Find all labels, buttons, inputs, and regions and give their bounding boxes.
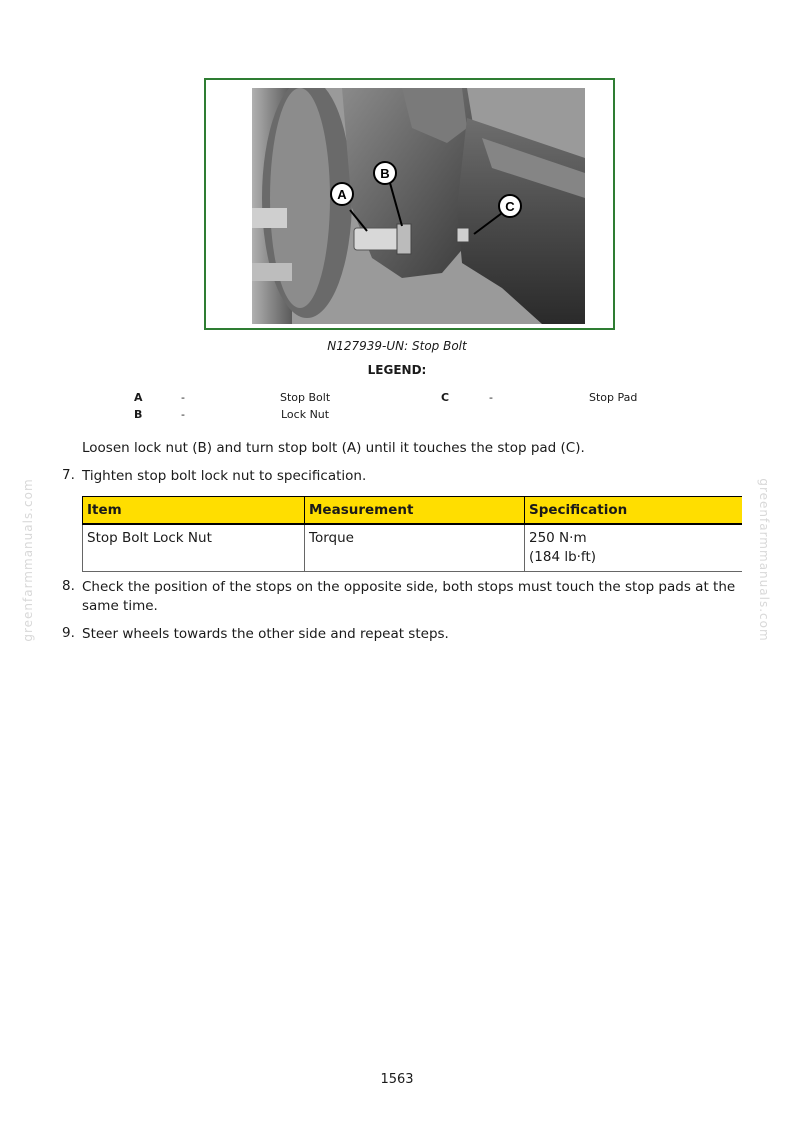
spec-table [82, 496, 742, 572]
spec-table-header [83, 497, 743, 525]
figure-caption: N127939-UN: Stop Bolt [327, 339, 467, 353]
legend-key-b: B [134, 408, 143, 421]
watermark-right: greenfarmmanuals.com [757, 478, 771, 642]
step-9-number: 9. [62, 625, 75, 641]
cell-measurement: Torque [305, 524, 525, 572]
svg-text:A: A [337, 187, 347, 202]
stop-bolt-photo [252, 88, 585, 324]
intro-paragraph: Loosen lock nut (B) and turn stop bolt (A) until it touches the stop pad (C). [82, 440, 585, 456]
header-measurement: Measurement [305, 497, 525, 525]
watermark-left: greenfarmmanuals.com [21, 478, 35, 642]
legend-label-a: Stop Bolt [280, 391, 331, 404]
step-7-number: 7. [62, 467, 75, 483]
cell-item: Stop Bolt Lock Nut [83, 524, 305, 572]
figure-frame [204, 78, 615, 330]
spec-imperial: (184 lb·ft) [529, 549, 597, 565]
step-9-text: Steer wheels towards the other side and repeat steps. [82, 626, 449, 642]
header-item: Item [83, 497, 305, 525]
cell-specification [525, 524, 743, 572]
legend-key-c: C [441, 391, 450, 404]
legend-dash-c: - [489, 391, 493, 404]
legend-label-c: Stop Pad [589, 391, 638, 404]
spec-metric: 250 N·m [529, 530, 587, 546]
page-number: 1563 [380, 1072, 414, 1087]
header-specification: Specification [525, 497, 743, 525]
svg-text:C: C [505, 199, 515, 214]
svg-text:B: B [380, 166, 390, 181]
table-row [83, 524, 743, 572]
step-8-text: Check the position of the stops on the opposite side, both stops must touch the stop pads at the same time. [82, 579, 736, 614]
legend-dash-b: - [181, 408, 185, 421]
legend-dash-a: - [181, 391, 185, 404]
step-7-text: Tighten stop bolt lock nut to specification. [82, 468, 367, 484]
legend-key-a: A [134, 391, 143, 404]
step-8-number: 8. [62, 578, 75, 594]
legend-label-b: Lock Nut [281, 408, 330, 421]
legend-title: LEGEND: [367, 363, 427, 377]
